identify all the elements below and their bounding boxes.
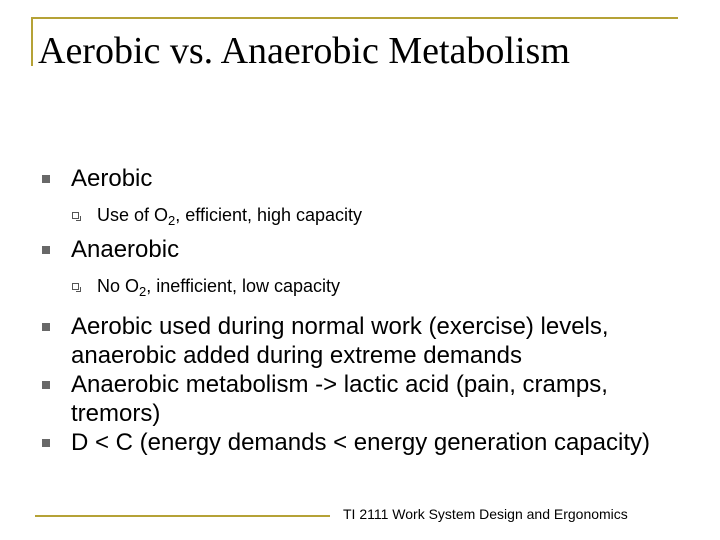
bullet-text: Anaerobic bbox=[71, 236, 180, 263]
square-bullet-icon bbox=[42, 439, 50, 447]
square-bullet-icon bbox=[42, 175, 50, 183]
bullet-text: Aerobic bbox=[71, 165, 153, 192]
title-frame-left-rule bbox=[31, 18, 33, 66]
footer-text: TI 2111 Work System Design and Ergonomics bbox=[343, 506, 628, 522]
sub-bullet-text: No O bbox=[97, 276, 140, 296]
footer-rule bbox=[35, 515, 330, 517]
title-frame-top-rule bbox=[31, 17, 678, 19]
square-bullet-icon bbox=[42, 246, 50, 254]
bullet-lactic-acid bbox=[41, 370, 691, 428]
bullet-usage bbox=[41, 312, 691, 370]
sub-bullet-text: Use of O bbox=[97, 205, 169, 225]
sub-bullet-text: , efficient, high capacity bbox=[175, 205, 363, 225]
square-bullet-icon bbox=[42, 381, 50, 389]
bullet-demand-capacity bbox=[41, 428, 691, 457]
square-bullet-icon bbox=[42, 323, 50, 331]
subscript: 2 bbox=[168, 213, 176, 228]
sub-bullet-text: , inefficient, low capacity bbox=[146, 276, 341, 296]
hollow-square-bullet-icon bbox=[72, 283, 79, 290]
sub-bullet-aerobic bbox=[41, 203, 691, 227]
bullet-text: D < C (energy demands < energy generation capacity) bbox=[71, 429, 650, 456]
bullet-anaerobic bbox=[41, 235, 691, 264]
bullet-aerobic bbox=[41, 164, 691, 193]
slide-title: Aerobic vs. Anaerobic Metabolism bbox=[38, 30, 570, 72]
bullet-text: Aerobic used during normal work (exercise) levels, anaerobic added during extreme demands bbox=[71, 313, 609, 369]
bullet-list bbox=[41, 164, 691, 457]
bullet-text: Anaerobic metabolism -> lactic acid (pain, cramps, tremors) bbox=[71, 371, 608, 427]
subscript: 2 bbox=[139, 284, 147, 299]
sub-bullet-anaerobic bbox=[41, 274, 691, 298]
hollow-square-bullet-icon bbox=[72, 212, 79, 219]
